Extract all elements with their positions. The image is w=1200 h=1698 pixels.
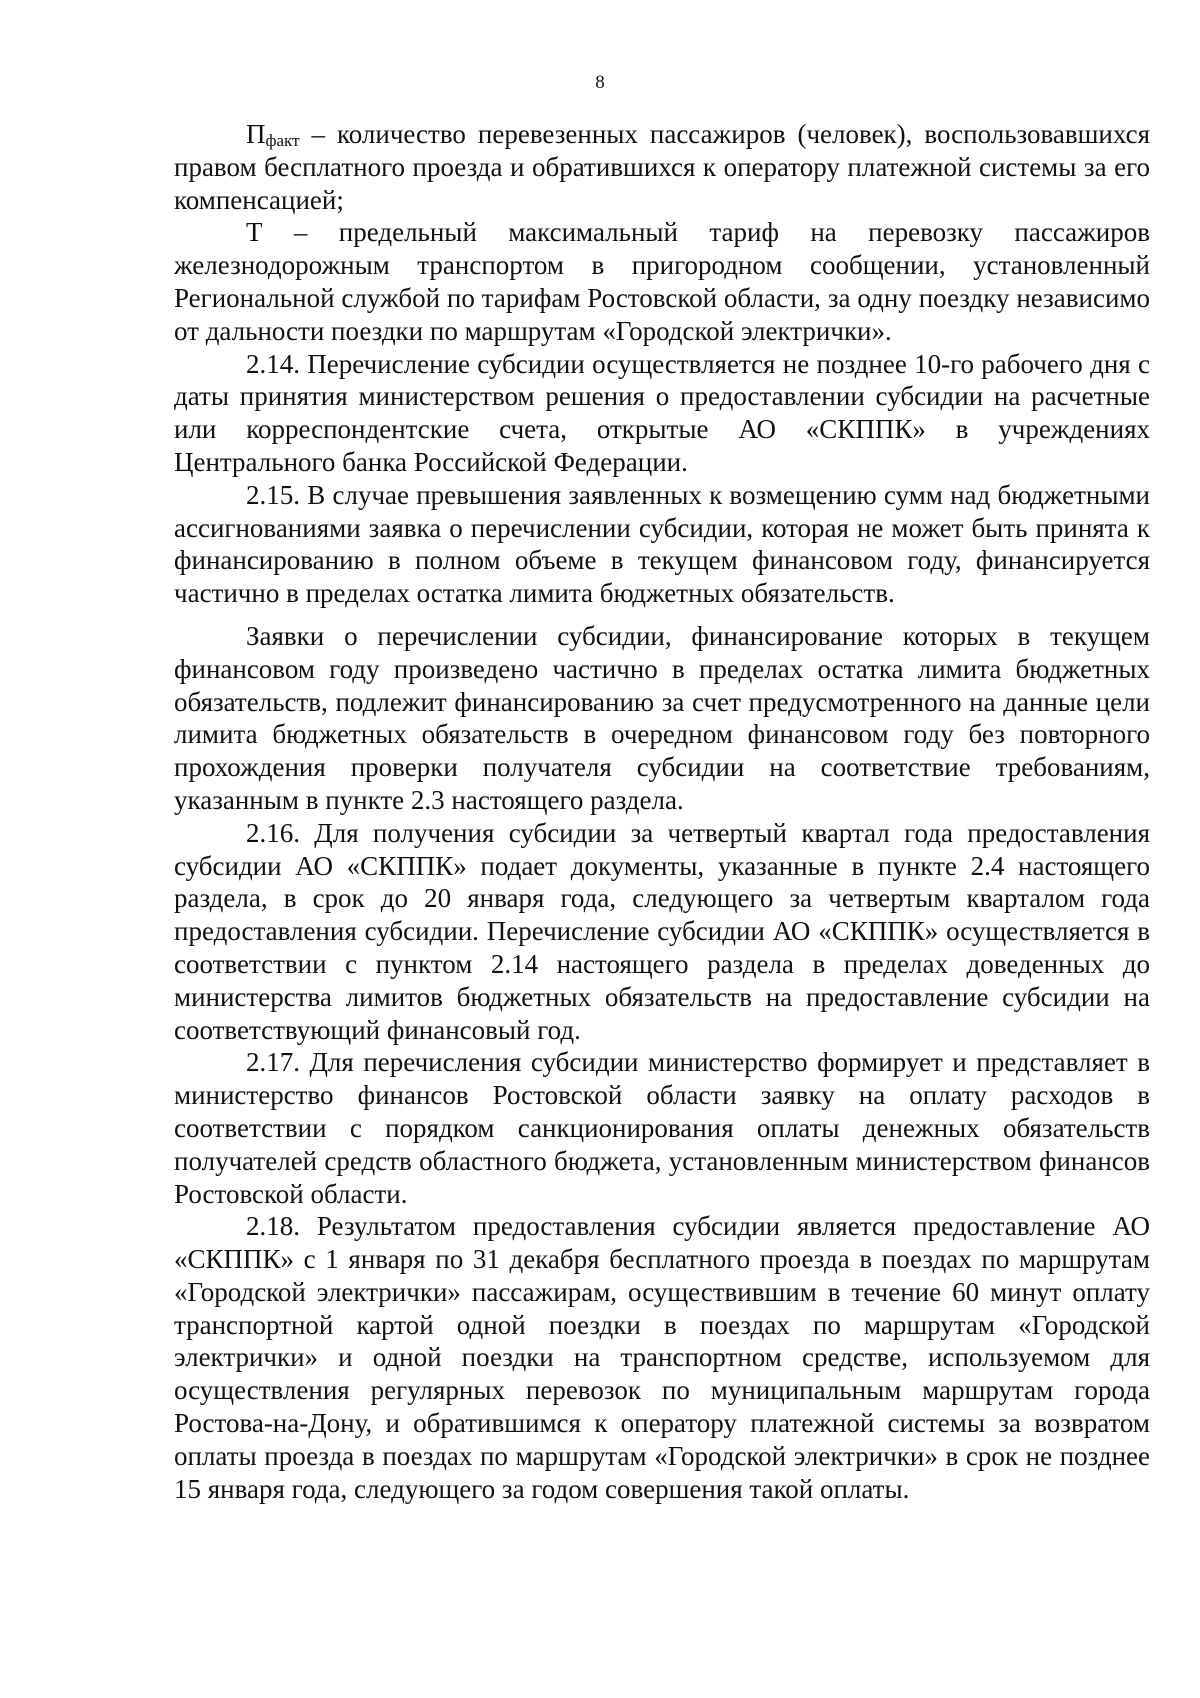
paragraph-2-15: 2.15. В случае превышения заявленных к возмещению сумм над бюджетными ассигнованиями заявка о перечислении субсидии, которая не может быть принята к финансированию в полном объеме в текущем финансовом году, финансируется частично в пределах остатка лимита бюджетных обязательств.: [174, 479, 1150, 609]
paragraph-t-definition: Т – предельный максимальный тариф на перевозку пассажиров железнодорожным транспортом в пригородном сообщении, установленный Региональной службой по тарифам Ростовской области, за одну поездку независимо от дальности поездки по маршрутам «Городской электрички».: [174, 217, 1150, 346]
document-body: [174, 118, 1150, 1505]
paragraph-2-18: 2.18. Результатом предоставления субсидии является предоставление АО «СКППК» с 1 января по 31 декабря бесплатного проезда в поездах по маршрутам «Городской электрички» пассажирам, осуществившим в течение 60 минут оплату транспортной картой одной поездки в поездах по маршрутам «Городской электрички» и одной поездки на транспортном средстве, используемом для осуществления регулярных перевозок по муниципальным маршрутам города Ростова-на-Дону, и обратившимся к оператору платежной системы за возвратом оплаты проезда в поездах по маршрутам «Городской электрички» в срок не позднее 15 января года, следующего за годом совершения такой оплаты.: [174, 1211, 1150, 1504]
p-fact-subscript: факт: [265, 131, 300, 150]
paragraph-2-14: 2.14. Перечисление субсидии осуществляется не позднее 10-го рабочего дня с даты принятия министерством решения о предоставлении субсидии на расчетные или корреспондентские счета, открытые АО «СКППК» в учреждениях Центрального банка Российской Федерации.: [174, 348, 1150, 477]
paragraph-2-17: 2.17. Для перечисления субсидии министерство формирует и представляет в министерство финансов Ростовской области заявку на оплату расходов в соответствии с порядком санкционирования оплаты денежных обязательств получателей средств областного бюджета, установленным министерством финансов Ростовской области.: [174, 1047, 1150, 1209]
paragraph-2-15-continuation: Заявки о перечислении субсидии, финансирование которых в текущем финансовом году произведено частично в пределах остатка лимита бюджетных обязательств, подлежит финансированию за счет предусмотренного на данные цели лимита бюджетных обязательств в очередном финансовом году без повторного прохождения проверки получателя субсидии на соответствие требованиям, указанным в пункте 2.3 настоящего раздела.: [174, 620, 1150, 815]
paragraph-p-fact-definition: [174, 118, 1150, 216]
page-number: 8: [595, 72, 605, 93]
paragraph-2-16: 2.16. Для получения субсидии за четвертый квартал года предоставления субсидии АО «СКППК» подает документы, указанные в пункте 2.4 настоящего раздела, в срок до 20 января года, следующего за четвертым кварталом года предоставления субсидии. Перечисление субсидии АО «СКППК» осуществляется в соответствии с пунктом 2.14 настоящего раздела в пределах доведенных до министерства лимитов бюджетных обязательств на предоставление субсидии на соответствующий финансовый год.: [174, 817, 1150, 1045]
p-fact-symbol: П: [246, 119, 266, 149]
p-fact-text: – количество перевезенных пассажиров (человек), воспользовавшихся правом бесплатного проезда и обратившихся к оператору платежной системы за его компенсацией;: [174, 119, 1150, 215]
